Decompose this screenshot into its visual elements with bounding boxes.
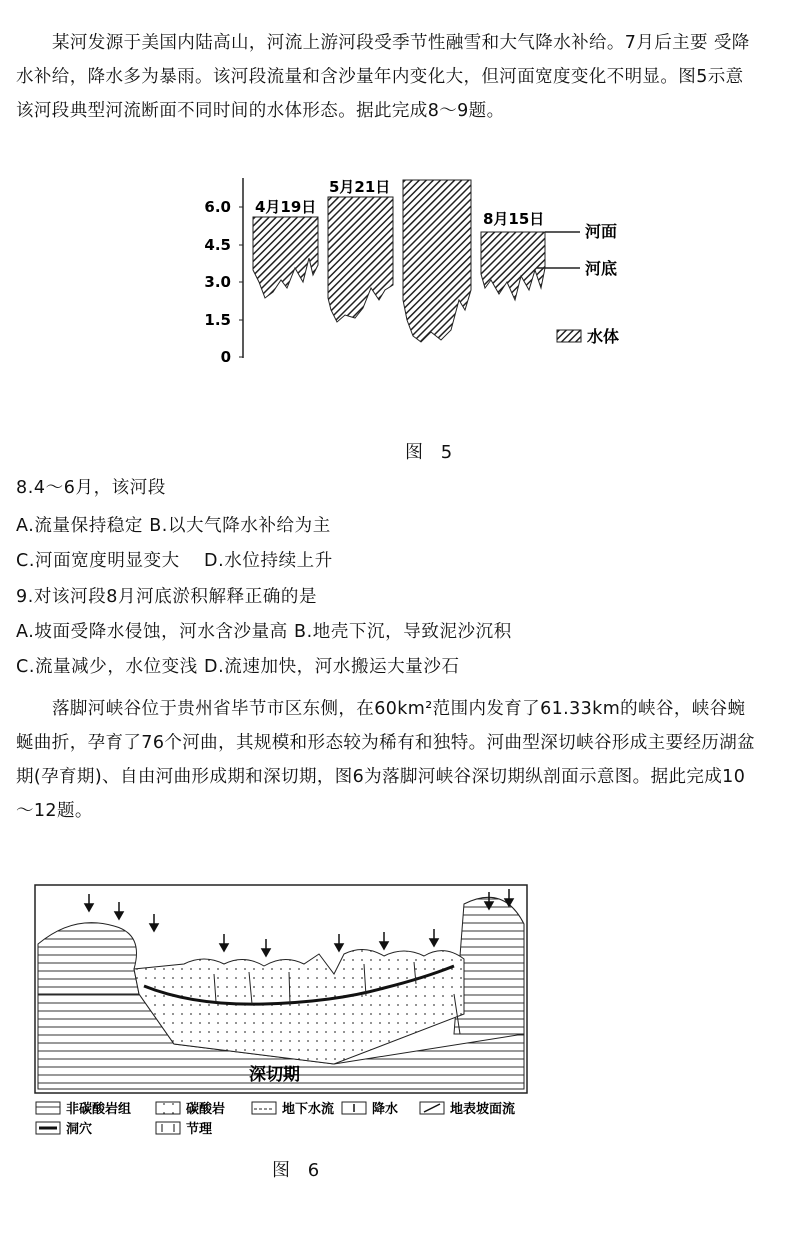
surface-label: 河面 — [585, 222, 618, 241]
passage-2: 落脚河峡谷位于贵州省毕节市区东侧，在60km²范围内发育了61.33km的峡谷，峡谷蜿蜒曲折，孕育了76个河曲，其规模和形态较为稀有和独特。河曲型深切峡谷形成主要经历湖盆期(孕育期)、自由河曲形成期和深切期，图6为落脚河峡谷深切期纵剖面示意图。据此完成10～12题。 — [16, 699, 756, 821]
legend-label: 洞穴 — [66, 1122, 93, 1137]
water-section-0521 — [328, 197, 393, 322]
legend-label: 地下水流 — [282, 1102, 335, 1117]
figure-5-chart — [195, 170, 655, 370]
date-label: 8月15日 — [483, 210, 545, 228]
question-8-options-cd: C.河面宽度明显变大 D.水位持续上升 — [16, 551, 333, 571]
figure-6-caption: 图 6 — [272, 1160, 326, 1181]
legend-label: 水体 — [587, 327, 620, 346]
legend-label: 非碳酸岩组 — [66, 1102, 132, 1117]
water-section-0419 — [253, 217, 318, 298]
question-8-options-ab: A.流量保持稳定 B.以大气降水补给为主 — [16, 516, 331, 536]
date-label: 5月21日 — [329, 178, 391, 196]
water-section-0815 — [481, 232, 545, 300]
legend-label: 碳酸岩 — [186, 1102, 226, 1117]
y-tick: 0 — [220, 348, 231, 366]
y-tick: 4.5 — [204, 236, 231, 254]
bed-label: 河底 — [585, 259, 618, 278]
water-section-peak — [403, 180, 471, 342]
y-tick: 6.0 — [204, 198, 231, 216]
legend-label: 降水 — [372, 1102, 399, 1117]
question-9-stem: 9.对该河段8月河底淤积解释正确的是 — [16, 587, 318, 607]
legend-swatch — [557, 330, 581, 342]
question-9-options-ab: A.坡面受降水侵蚀，河水含沙量高 B.地壳下沉，导致泥沙沉积 — [16, 622, 512, 642]
figure-5-caption: 图 5 — [405, 442, 459, 463]
passage-1: 某河发源于美国内陆高山，河流上游河段受季节性融雪和大气降水补给。7月后主要 受降水补给，降水多为暴雨。该河段流量和含沙量年内变化大，但河面宽度变化不明显。图5示意该河段典型河流断面不同时间的水体形态。据此完成8～9题。 — [16, 33, 750, 121]
figure-6-diagram — [34, 884, 544, 1139]
legend-label: 节理 — [186, 1122, 213, 1137]
question-9-options-cd: C.流量减少，水位变浅 D.流速加快，河水搬运大量沙石 — [16, 657, 460, 677]
y-tick: 1.5 — [204, 311, 231, 329]
legend-label: 地表坡面流 — [450, 1102, 516, 1117]
stage-label: 深切期 — [249, 1065, 300, 1085]
date-label: 4月19日 — [255, 198, 317, 216]
y-tick: 3.0 — [204, 273, 231, 291]
question-8-stem: 8.4～6月，该河段 — [16, 478, 166, 498]
